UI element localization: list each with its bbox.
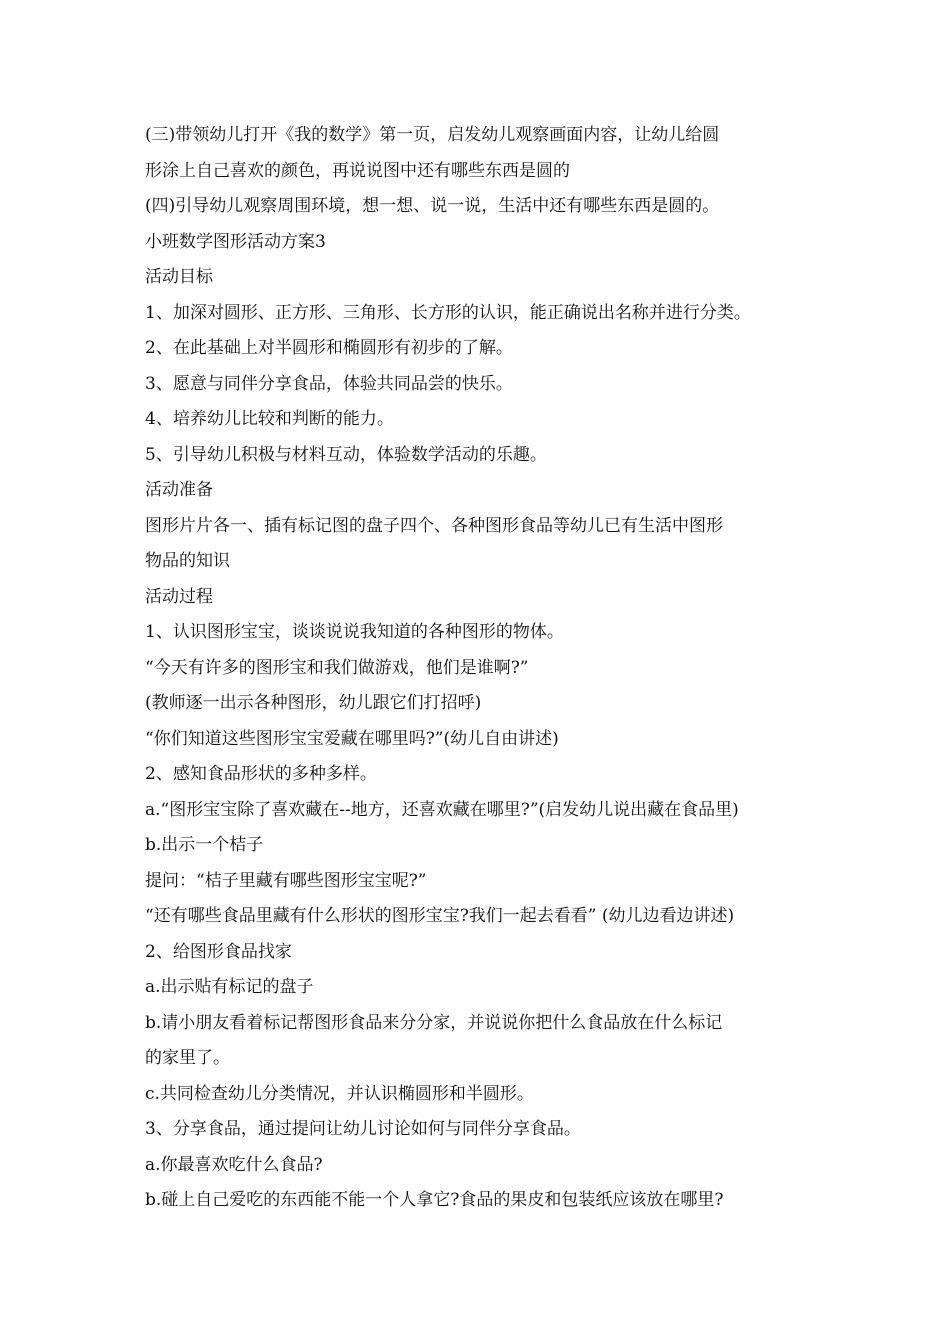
- paragraph-line: 3、愿意与同伴分享食品，体验共同品尝的快乐。: [145, 373, 513, 394]
- paragraph-line: 4、培养幼儿比较和判断的能力。: [145, 409, 394, 429]
- paragraph-line: b.出示一个桔子: [145, 835, 264, 855]
- paragraph-line: 5、引导幼儿积极与材料互动，体验数学活动的乐趣。: [145, 444, 547, 465]
- paragraph-line: 1、认识图形宝宝，谈谈说说我知道的各种图形的物体。: [145, 622, 564, 642]
- section-title: 小班数学图形活动方案3: [145, 231, 326, 252]
- paragraph-line: “还有哪些食品里藏有什么形状的图形宝宝?我们一起去看看” (幼儿边看边讲述): [145, 906, 735, 926]
- paragraph-line: 2、感知食品形状的多种多样。: [145, 764, 377, 784]
- paragraph-line: “你们知道这些图形宝宝爱藏在哪里吗?”(幼儿自由讲述): [145, 728, 559, 749]
- paragraph-line: (四)引导幼儿观察周围环境，想一想、说一说，生活中还有哪些东西是圆的。: [145, 196, 720, 216]
- paragraph-line: 图形片片各一、插有标记图的盘子四个、各种图形食品等幼儿已有生活中图形: [145, 515, 723, 536]
- paragraph-line: b.碰上自己爱吃的东西能不能一个人拿它?食品的果皮和包装纸应该放在哪里?: [145, 1190, 724, 1210]
- document-body: [145, 118, 825, 1219]
- paragraph-line: 1、加深对圆形、正方形、三角形、长方形的认识，能正确说出名称并进行分类。: [145, 302, 751, 323]
- paragraph-line: 提问：“桔子里藏有哪些图形宝宝呢?”: [145, 870, 427, 891]
- paragraph-line: (三)带领幼儿打开《我的数学》第一页，启发幼儿观察画面内容，让幼儿给圆: [145, 125, 720, 145]
- section-heading: 活动准备: [145, 480, 213, 500]
- paragraph-line: 3、分享食品，通过提问让幼儿讨论如何与同伴分享食品。: [145, 1119, 581, 1139]
- section-heading: 活动过程: [145, 586, 213, 607]
- paragraph-line: a.你最喜欢吃什么食品?: [145, 1154, 323, 1175]
- paragraph-line: c.共同检查幼儿分类情况，并认识椭圆形和半圆形。: [145, 1083, 534, 1104]
- paragraph-line: a.“图形宝宝除了喜欢藏在--地方，还喜欢藏在哪里?”(启发幼儿说出藏在食品里): [145, 799, 739, 820]
- paragraph-line: 形涂上自己喜欢的颜色，再说说图中还有哪些东西是圆的: [145, 160, 570, 181]
- paragraph-line: “今天有许多的图形宝和我们做游戏，他们是谁啊?”: [145, 657, 529, 678]
- paragraph-line: 的家里了。: [145, 1048, 230, 1068]
- paragraph-line: 物品的知识: [145, 551, 230, 571]
- section-heading: 活动目标: [145, 267, 213, 287]
- paragraph-line: a.出示贴有标记的盘子: [145, 977, 314, 997]
- paragraph-line: (教师逐一出示各种图形，幼儿跟它们打招呼): [145, 693, 482, 713]
- paragraph-line: 2、给图形食品找家: [145, 941, 292, 962]
- paragraph-line: b.请小朋友看着标记帮图形食品来分分家，并说说你把什么食品放在什么标记: [145, 1012, 723, 1033]
- paragraph-line: 2、在此基础上对半圆形和椭圆形有初步的了解。: [145, 338, 513, 358]
